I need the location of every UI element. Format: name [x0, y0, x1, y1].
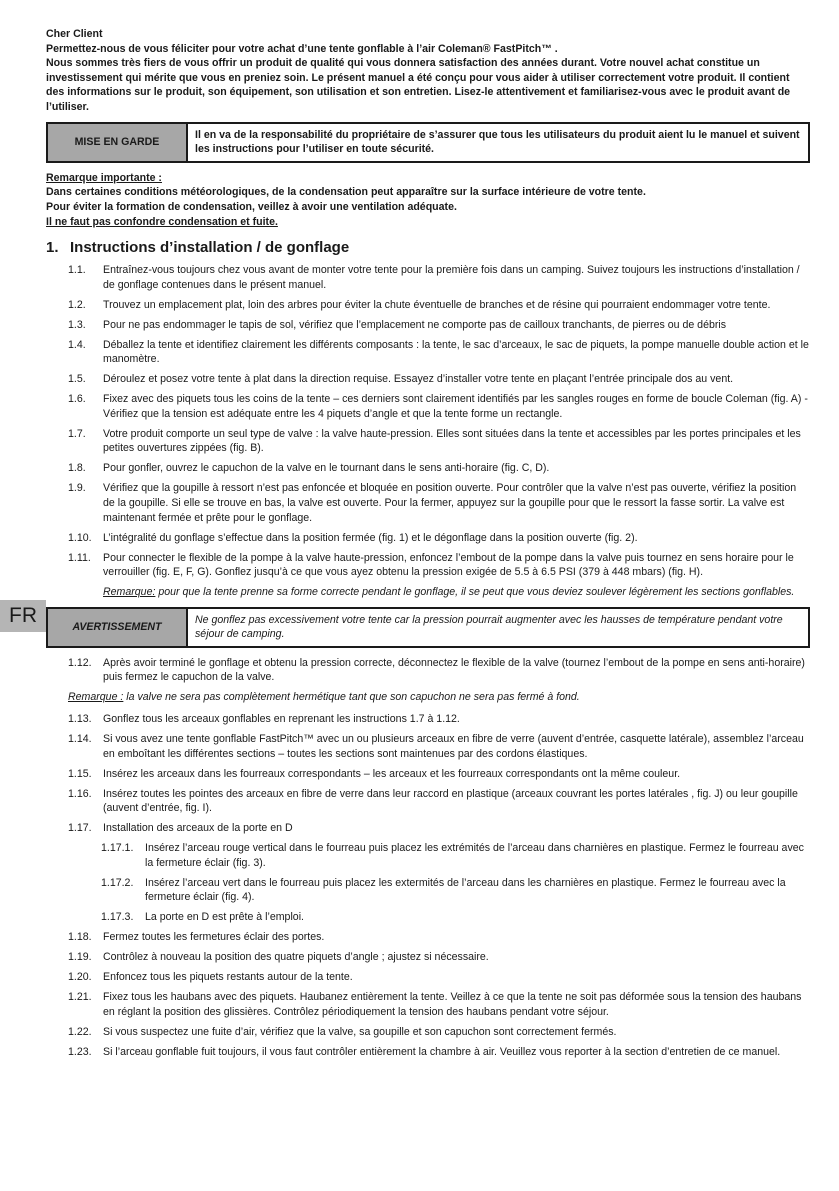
important-line: Pour éviter la formation de condensation, veillez à avoir une ventilation adéquate.: [46, 200, 457, 213]
section-heading: [46, 239, 810, 257]
manual-page: [46, 27, 810, 1065]
item-number: 1.9.: [68, 482, 86, 495]
remark-note: [46, 585, 810, 600]
caution-box: [46, 122, 810, 163]
remark-label: Remarque :: [68, 691, 124, 704]
instruction-list: [46, 930, 810, 1059]
sub-list-item: [46, 841, 810, 870]
item-text: Enfoncez tous les piquets restants autour de la tente.: [103, 971, 353, 984]
item-text: Trouvez un emplacement plat, loin des arbres pour éviter la chute éventuelle de branches et de résine qui pourraient endommager votre tente.: [103, 298, 771, 311]
item-text: Fixez avec des piquets tous les coins de la tente – ces derniers sont clairement identifiés par les sangles rouges en forme de boucle Coleman (fig. A) - Vérifiez que la tension est adéquate entre les 4 piquets d’angle et que la tente forme un rectangle.: [103, 393, 808, 420]
item-text: Déroulez et posez votre tente à plat dans la direction requise. Essayez d’installer votre tente en plaçant l’entrée principale dos au vent.: [103, 373, 734, 386]
intro-line: Permettez-nous de vous féliciter pour votre achat d’une tente gonflable à l’air Coleman® FastPitch™ .: [46, 42, 558, 55]
item-text: Si vous suspectez une fuite d’air, vérifiez que la valve, sa goupille et son capuchon sont correctement fermés.: [103, 1025, 617, 1038]
list-item: [46, 821, 810, 836]
language-tab: FR: [0, 600, 46, 632]
item-number: 1.20.: [68, 971, 92, 984]
warning-box: [46, 607, 810, 648]
list-item: [46, 970, 810, 985]
item-text: Déballez la tente et identifiez clairement les différents composants : la tente, le sac d’arceaux, le sac de piquets, la pompe manuelle double action et le manomètre.: [103, 338, 809, 366]
sub-list-item: [46, 910, 810, 925]
remark-note: [46, 690, 810, 705]
item-text: Entraînez-vous toujours chez vous avant de monter votre tente pour la première fois dans un camping. Suivez toujours les instructions d’installation / de gonflage contenues dans le présent manuel.: [103, 264, 800, 291]
important-line: Il ne faut pas confondre condensation et fuite.: [46, 215, 278, 228]
item-text: Pour gonfler, ouvrez le capuchon de la valve en le tournant dans le sens anti-horaire (fig. C, D).: [103, 462, 550, 475]
list-item: [46, 930, 810, 945]
section-title: Instructions d’installation / de gonflage: [70, 239, 350, 257]
caution-text: Il en va de la responsabilité du propriétaire de s’assurer que tous les utilisateurs du produit aient lu le manuel et suivent les instructions pour l’utiliser en toute sécurité.: [195, 128, 800, 156]
item-text: Vérifiez que la goupille à ressort n’est pas enfoncée et bloquée en position ouverte. Pour contrôler que la valve n’est pas ouverte, vérifiez la position de la goupille. Si elle se trouve en bas, la valve est ouverte. Pour la fermer, appuyez sur la goupille pour que le ressort la fasse sortir. La valve est maintenant fermée et prête pour le gonflage.: [103, 482, 797, 524]
item-number: 1.17.3.: [101, 911, 134, 924]
important-title: Remarque importante :: [46, 171, 162, 184]
list-item: [46, 787, 810, 816]
item-number: 1.6.: [68, 393, 86, 406]
list-item: [46, 481, 810, 525]
item-number: 1.16.: [68, 787, 92, 800]
list-item: [46, 263, 810, 292]
list-item: [46, 461, 810, 476]
remark-label: Remarque:: [103, 586, 156, 599]
item-text: Gonflez tous les arceaux gonflables en reprenant les instructions 1.7 à 1.12.: [103, 713, 460, 726]
list-item: [46, 1025, 810, 1040]
item-text: Fixez tous les haubans avec des piquets. Haubanez entièrement la tente. Veillez à ce que la tente ne soit pas déformée sous la tension des haubans en réglant la position des glissières. Contrôlez périodiquement la tension des haubans pendant votre séjour.: [103, 991, 802, 1018]
item-text: Votre produit comporte un seul type de valve : la valve haute-pression. Elles sont situées dans la tente et accessibles par les portes principales et les petites ouvertures zippées (fig. B).: [103, 427, 801, 455]
list-item: [46, 551, 810, 580]
instruction-list: [46, 712, 810, 836]
item-text: Si vous avez une tente gonflable FastPitch™ avec un ou plusieurs arceaux en fibre de verre (auvent d’entrée, casquette latérale), assemblez l’arceau en emboîtant les différentes sections – toutes les sections sont maintenues par des cordons élastiques.: [103, 733, 804, 760]
item-number: 1.10.: [68, 531, 92, 544]
item-number: 1.3.: [68, 318, 86, 331]
remark-text: pour que la tente prenne sa forme correcte pendant le gonflage, il se peut que vous deviez soulever légèrement les sections gonflables.: [155, 586, 795, 599]
item-text: Fermez toutes les fermetures éclair des portes.: [103, 931, 325, 944]
item-text: L’intégralité du gonflage s’effectue dans la position fermée (fig. 1) et le dégonflage dans la position ouverte (fig. 2).: [103, 531, 638, 544]
sub-list-item: [46, 876, 810, 905]
list-item: [46, 656, 810, 685]
sub-instruction-list: [46, 841, 810, 925]
caution-label: MISE EN GARDE: [48, 124, 188, 161]
item-number: 1.21.: [68, 991, 92, 1004]
item-text: Installation des arceaux de la porte en D: [103, 822, 293, 835]
item-number: 1.4.: [68, 338, 86, 351]
list-item: [46, 427, 810, 456]
item-text: Si l’arceau gonflable fuit toujours, il vous faut contrôler entièrement la chambre à air. Veuillez vous reporter à la section d’entretien de ce manuel.: [103, 1045, 781, 1058]
important-note: [46, 171, 810, 229]
list-item: [46, 318, 810, 333]
item-number: 1.23.: [68, 1045, 92, 1058]
item-number: 1.8.: [68, 462, 86, 475]
intro-paragraph: Nous sommes très fiers de vous offrir un produit de qualité qui vous donnera satisfaction des années durant. Votre nouvel achat constitue un investissement qui mérite que vous en preniez soin. Le présent manuel a été conçu pour vous aider à utiliser correctement votre produit. Il contient des informations sur le produit, son équipement, son utilisation et son entretien. Lisez-le attentivement et familiarisez-vous avec le produit avant de l’utiliser.: [46, 57, 791, 113]
item-number: 1.2.: [68, 298, 86, 311]
list-item: [46, 712, 810, 727]
item-number: 1.12.: [68, 656, 92, 669]
warning-label: AVERTISSEMENT: [48, 609, 188, 646]
item-number: 1.18.: [68, 931, 92, 944]
item-number: 1.14.: [68, 733, 92, 746]
item-number: 1.13.: [68, 713, 92, 726]
item-text: Insérez l’arceau vert dans le fourreau puis placez les extermités de l’arceau dans les charnières en plastique. Fermez le fourreau avec la fermeture éclair (fig. 4).: [145, 876, 786, 904]
item-text: Insérez l’arceau rouge vertical dans le fourreau puis placez les extrémités de l’arceau dans charnières en plastique. Fermez le fourreau avec la fermeture éclair (fig. 3).: [145, 842, 804, 869]
section-number: 1.: [46, 239, 59, 257]
item-text: Après avoir terminé le gonflage et obtenu la pression correcte, déconnectez le flexible de la valve (tournez l’embout de la pompe en sens anti-horaire) puis fermez le capuchon de la valve.: [103, 656, 805, 684]
item-number: 1.17.: [68, 822, 92, 835]
list-item: [46, 372, 810, 387]
item-number: 1.1.: [68, 264, 86, 277]
list-item: [46, 338, 810, 367]
item-text: Contrôlez à nouveau la position des quatre piquets d’angle ; ajustez si nécessaire.: [103, 951, 489, 964]
instruction-list: [46, 263, 810, 580]
list-item: [46, 1045, 810, 1060]
item-number: 1.22.: [68, 1025, 92, 1038]
list-item: [46, 950, 810, 965]
list-item: [46, 990, 810, 1019]
item-text: Insérez toutes les pointes des arceaux en fibre de verre dans leur raccord en plastique (arceaux couvrant les portes latérales , fig. J) ou leur goupille (auvent d’entrée, fig. I).: [103, 787, 798, 815]
remark-text: la valve ne sera pas complètement hermétique tant que son capuchon ne sera pas fermé à fond.: [123, 691, 580, 704]
item-number: 1.7.: [68, 427, 86, 440]
item-number: 1.11.: [68, 551, 91, 564]
item-number: 1.17.1.: [101, 842, 134, 855]
list-item: [46, 767, 810, 782]
warning-text: Ne gonflez pas excessivement votre tente car la pression pourrait augmenter avec les hausses de température pendant votre séjour de camping.: [195, 613, 783, 641]
list-item: [46, 392, 810, 421]
list-item: [46, 531, 810, 546]
item-number: 1.15.: [68, 767, 92, 780]
item-number: 1.17.2.: [101, 876, 134, 889]
item-number: 1.19.: [68, 951, 92, 964]
list-item: [46, 298, 810, 313]
item-number: 1.5.: [68, 373, 86, 386]
item-text: Insérez les arceaux dans les fourreaux correspondants – les arceaux et les fourreaux correspondants ont la même couleur.: [103, 767, 681, 780]
important-line: Dans certaines conditions météorologiques, de la condensation peut apparaître sur la surface intérieure de votre tente.: [46, 186, 646, 199]
greeting: Cher Client: [46, 28, 103, 40]
item-text: Pour connecter le flexible de la pompe à la valve haute-pression, enfoncez l’embout de la pompe dans la valve puis tournez en sens horaire pour le verrouiller (fig. E, F, G). Gonflez jusqu’à ce que vous ayez obtenu la pression exigée de 5.5 à 6.5 PSI (379 à 448 mbars) (fig. H).: [103, 551, 794, 579]
intro: [46, 27, 810, 115]
item-text: La porte en D est prête à l’emploi.: [145, 911, 304, 924]
item-text: Pour ne pas endommager le tapis de sol, vérifiez que l’emplacement ne comporte pas de cailloux tranchants, de pierres ou de débris: [103, 318, 727, 331]
list-item: [46, 732, 810, 761]
